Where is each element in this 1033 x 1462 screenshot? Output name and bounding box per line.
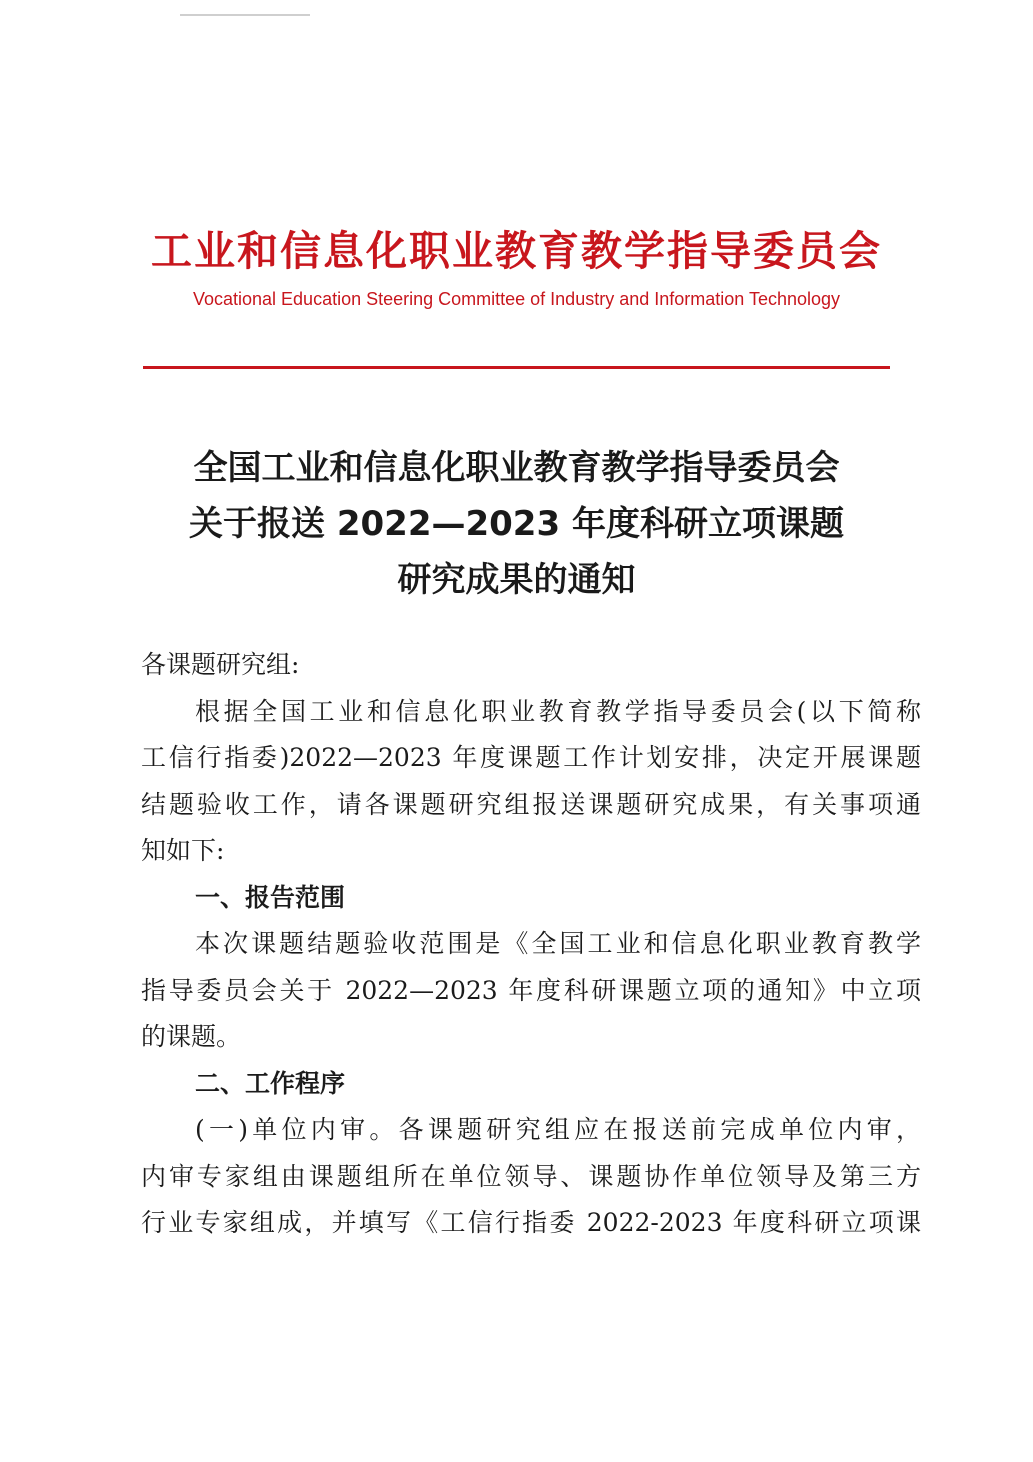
paragraph-1-line-2: 工信行指委)2022—2023 年度课题工作计划安排，决定开展课题 [141,743,921,772]
paragraph-2-line-1: 本次课题结题验收范围是《全国工业和信息化职业教育教学 [195,929,921,958]
paragraph-3-line-1: (一)单位内审。各课题研究组应在报送前完成单位内审， [195,1115,921,1144]
salutation: 各课题研究组: [141,650,300,679]
section-1-heading: 一、报告范围 [195,882,346,912]
paragraph-2-line-3: 的课题。 [141,1022,242,1051]
document-title [0,440,1033,608]
title-line-3: 研究成果的通知 [397,560,636,600]
paragraph-1-line-3: 结题验收工作，请各课题研究组报送课题研究成果，有关事项通 [141,789,921,819]
paragraph-2-line-2: 指导委员会关于 2022—2023 年度科研课题立项的通知》中立项 [141,975,921,1005]
scan-artifact-mark [180,14,310,16]
letterhead-org-name-en: Vocational Education Steering Committee of Industry and Information Technology [192,289,841,309]
document-body [141,642,921,1247]
letterhead-org-name-cn: 工业和信息化职业教育教学指导委员会 [151,227,882,275]
paragraph-3-line-3: 行业专家组成，并填写《工信行指委 2022-2023 年度科研立项课 [141,1208,921,1237]
paragraph-1-line-4: 知如下: [141,836,225,865]
title-line-2: 关于报送 2022—2023 年度科研立项课题 [189,504,844,544]
paragraph-3-line-2: 内审专家组由课题组所在单位领导、课题协作单位领导及第三方 [141,1161,921,1191]
paragraph-1-line-1: 根据全国工业和信息化职业教育教学指导委员会(以下简称 [195,696,921,726]
section-2-heading: 二、工作程序 [195,1068,346,1098]
letterhead-divider [143,366,890,369]
title-line-1: 全国工业和信息化职业教育教学指导委员会 [193,448,840,488]
